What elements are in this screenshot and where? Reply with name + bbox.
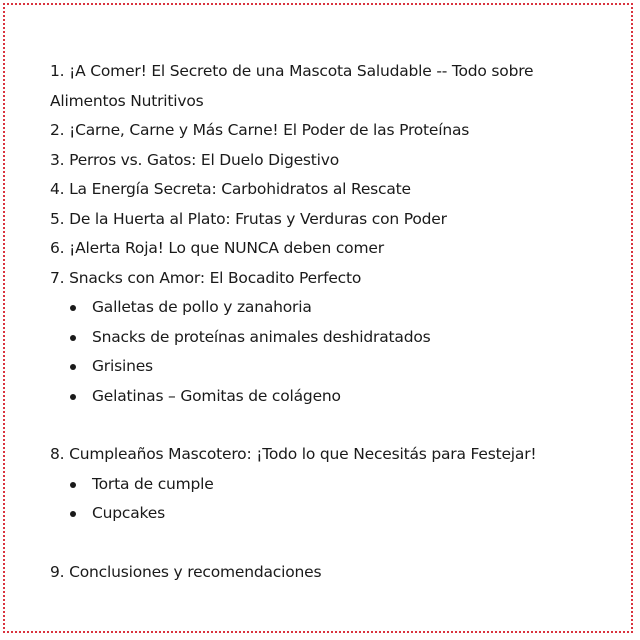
list-item [70,382,610,412]
list-item [70,293,610,323]
list-item-text: Grisines [92,357,153,375]
bullet-icon [70,511,76,517]
list-item-text: Torta de cumple [92,474,214,493]
toc-sublist-7 [50,293,610,411]
bullet-icon [70,335,76,341]
list-item [70,352,610,382]
toc-item-text: ¡Alerta Roja! Lo que NUNCA deben comer [69,239,384,257]
toc-item-number: 5. [50,209,65,228]
dotted-border-frame [3,3,633,633]
toc-item-6 [50,234,610,264]
bullet-icon [70,482,76,488]
toc-item-text: ¡Carne, Carne y Más Carne! El Poder de las Proteínas [69,121,470,139]
toc-item-text: Snacks con Amor: El Bocadito Perfecto [69,268,362,287]
list-item-text: Gelatinas – Gomitas de colágeno [92,386,341,405]
toc-item-8 [50,440,610,558]
toc-item-text: La Energía Secreta: Carbohidratos al Rescate [69,180,411,198]
list-item-text: Snacks de proteínas animales deshidratados [92,327,431,346]
toc-item-number: 9. [50,562,65,581]
toc-item-9 [50,558,610,588]
toc-item-number: 4. [50,180,65,198]
toc-item-1 [50,57,610,116]
toc-item-text: Conclusiones y recomendaciones [69,562,322,581]
toc-item-7 [50,264,610,441]
bullet-icon [70,364,76,370]
list-item [70,470,610,500]
toc-item-number: 1. [50,62,65,80]
toc-list [50,57,610,587]
bullet-icon [70,305,76,311]
toc-item-number: 7. [50,268,65,287]
list-item [70,323,610,353]
toc-item-text: Perros vs. Gatos: El Duelo Digestivo [69,150,340,169]
list-item-text: Cupcakes [92,504,165,522]
spacer [50,529,610,558]
toc-item-3 [50,146,610,176]
bullet-icon [70,394,76,400]
list-item [70,499,610,529]
toc-item-number: 3. [50,150,65,169]
toc-item-number: 6. [50,239,65,257]
toc-item-number: 2. [50,121,65,139]
toc-item-4 [50,175,610,205]
spacer [50,411,610,440]
table-of-contents [50,57,610,587]
toc-item-5 [50,205,610,235]
list-item-text: Galletas de pollo y zanahoria [92,298,312,316]
toc-item-text: Cumpleaños Mascotero: ¡Todo lo que Necesitás para Festejar! [69,445,537,463]
toc-item-number: 8. [50,445,65,463]
toc-item-2 [50,116,610,146]
toc-item-text: De la Huerta al Plato: Frutas y Verduras con Poder [69,209,447,228]
toc-sublist-8 [50,470,610,529]
toc-item-text: ¡A Comer! El Secreto de una Mascota Saludable -- Todo sobre Alimentos Nutritivos [50,62,534,110]
